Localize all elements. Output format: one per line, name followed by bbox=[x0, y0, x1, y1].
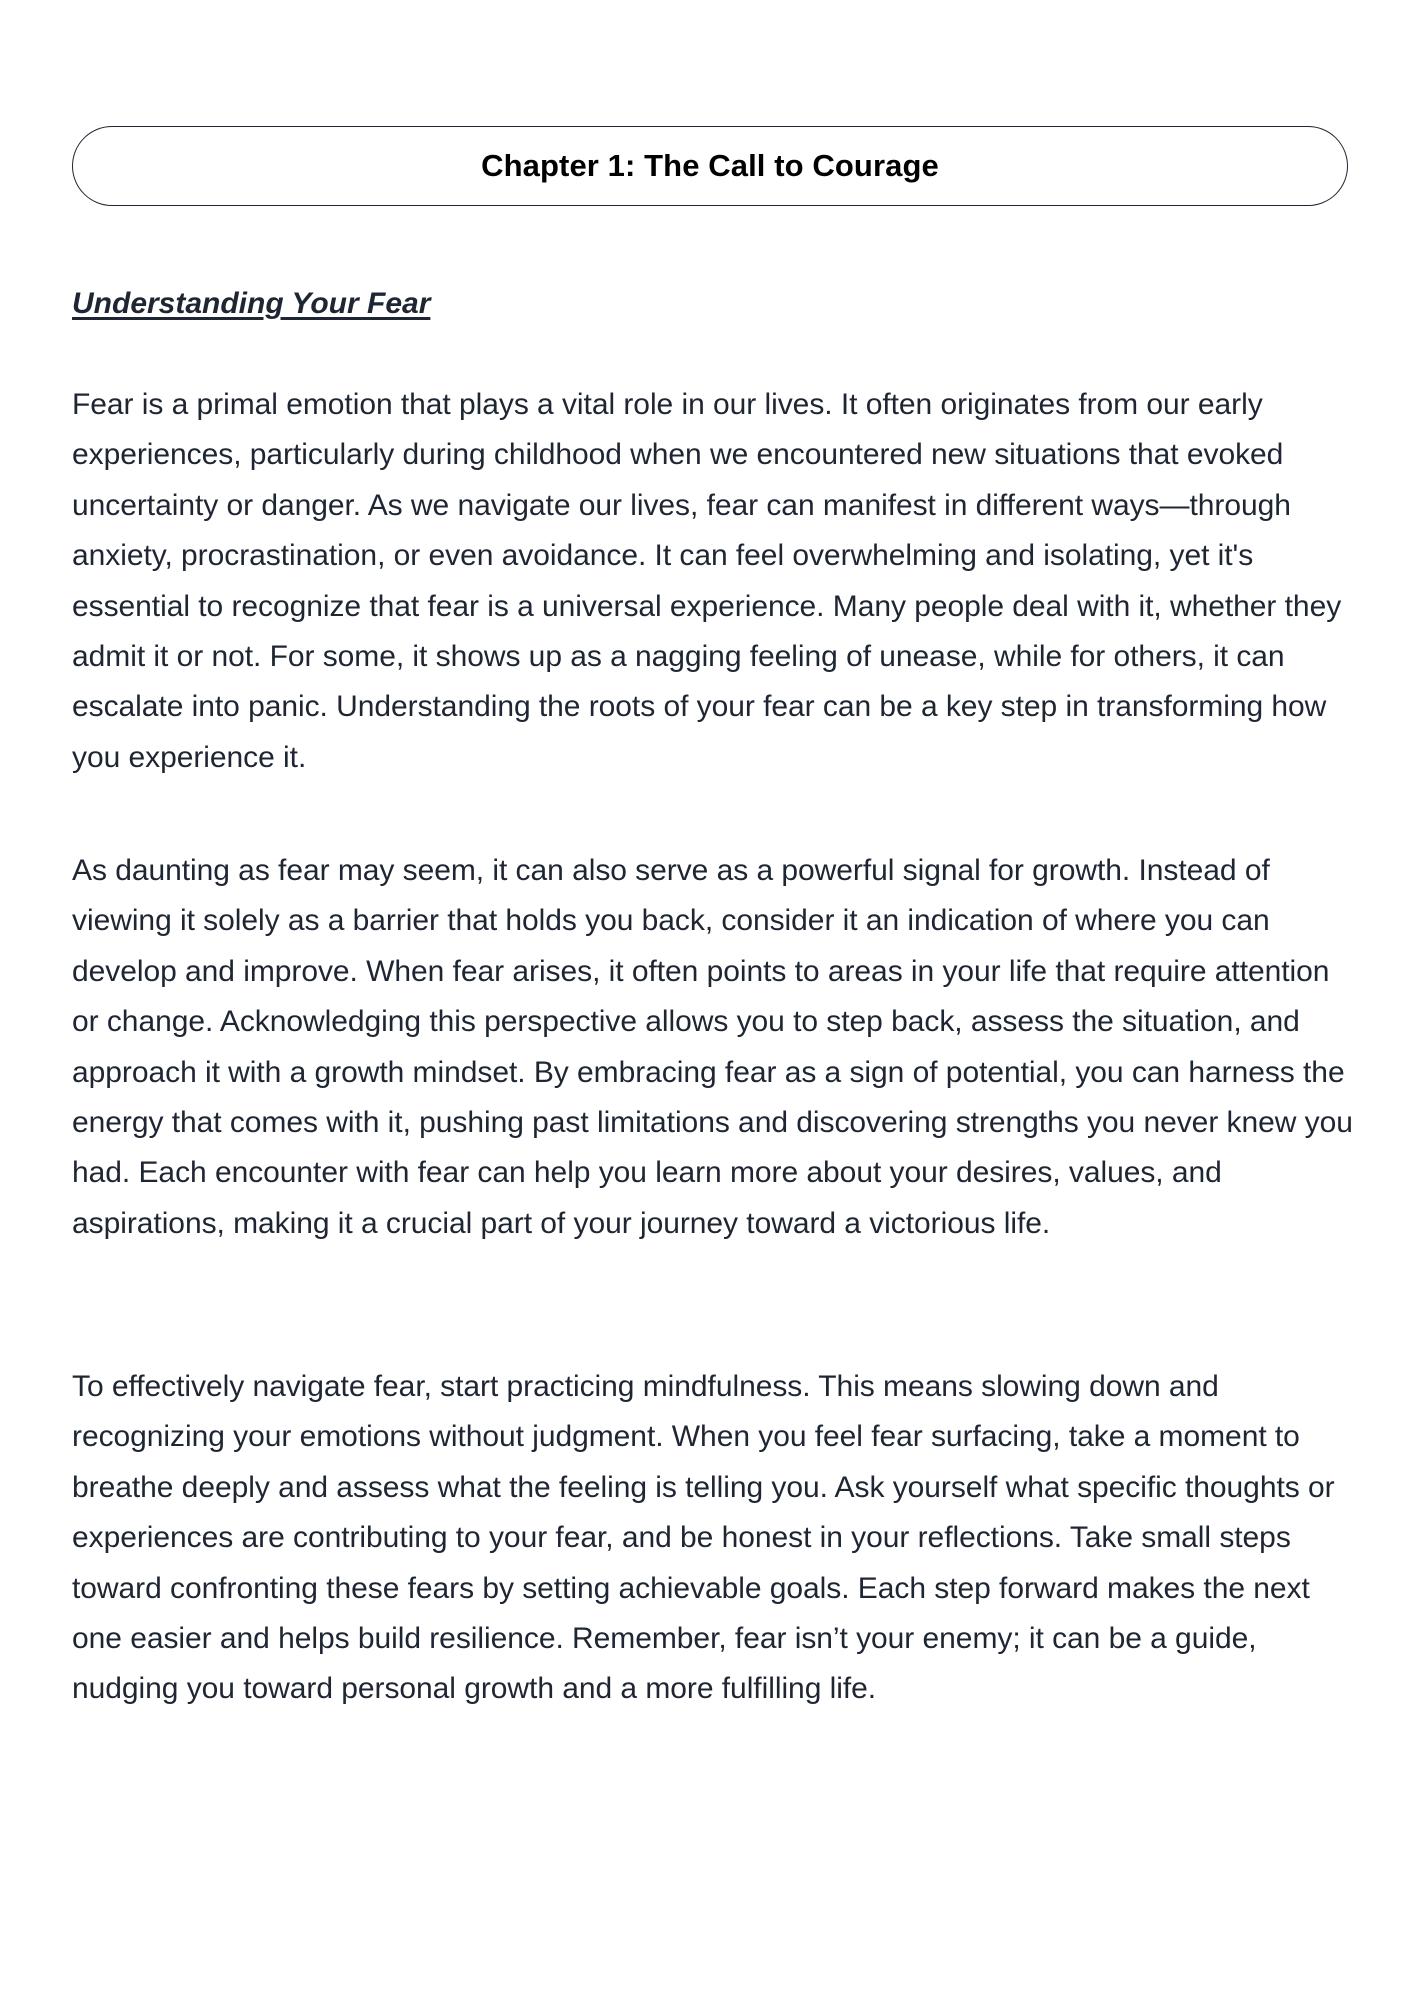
body-paragraph-1: Fear is a primal emotion that plays a vital role in our lives. It often originates from our early experiences, particularly during childhood when we encountered new situations that evoked uncertainty or danger. As we navigate our lives, fear can manifest in different ways—through anxiety, procrastination, or even avoidance. It can feel overwhelming and isolating, yet it's essential to recognize that fear is a universal experience. Many people deal with it, whether they admit it or not. For some, it shows up as a nagging feeling of unease, while for others, it can escalate into panic. Understanding the roots of your fear can be a key step in transforming how you experience it. bbox=[72, 388, 1342, 774]
body-paragraph-2: As daunting as fear may seem, it can also serve as a powerful signal for growth. Instead of viewing it solely as a barrier that holds you back, consider it an indication of where you can develop and improve. When fear arises, it often points to areas in your life that require attention or change. Acknowledging this perspective allows you to step back, assess the situation, and approach it with a growth mindset. By embracing fear as a sign of potential, you can harness the energy that comes with it, pushing past limitations and discovering strengths you never knew you had. Each encounter with fear can help you learn more about your desires, values, and aspirations, making it a crucial part of your journey toward a victorious life. bbox=[72, 854, 1353, 1240]
chapter-title-box bbox=[72, 126, 1348, 206]
chapter-title: Chapter 1: The Call to Courage bbox=[481, 148, 939, 183]
body-paragraph-3: To effectively navigate fear, start practicing mindfulness. This means slowing down and recognizing your emotions without judgment. When you feel fear surfacing, take a moment to breathe deeply and assess what the feeling is telling you. Ask yourself what specific thoughts or experiences are contributing to your fear, and be honest in your reflections. Take small steps toward confronting these fears by setting achievable goals. Each step forward makes the next one easier and helps build resilience. Remember, fear isn’t your enemy; it can be a guide, nudging you toward personal growth and a more fulfilling life. bbox=[72, 1370, 1335, 1706]
section-heading: Understanding Your Fear bbox=[72, 287, 431, 320]
